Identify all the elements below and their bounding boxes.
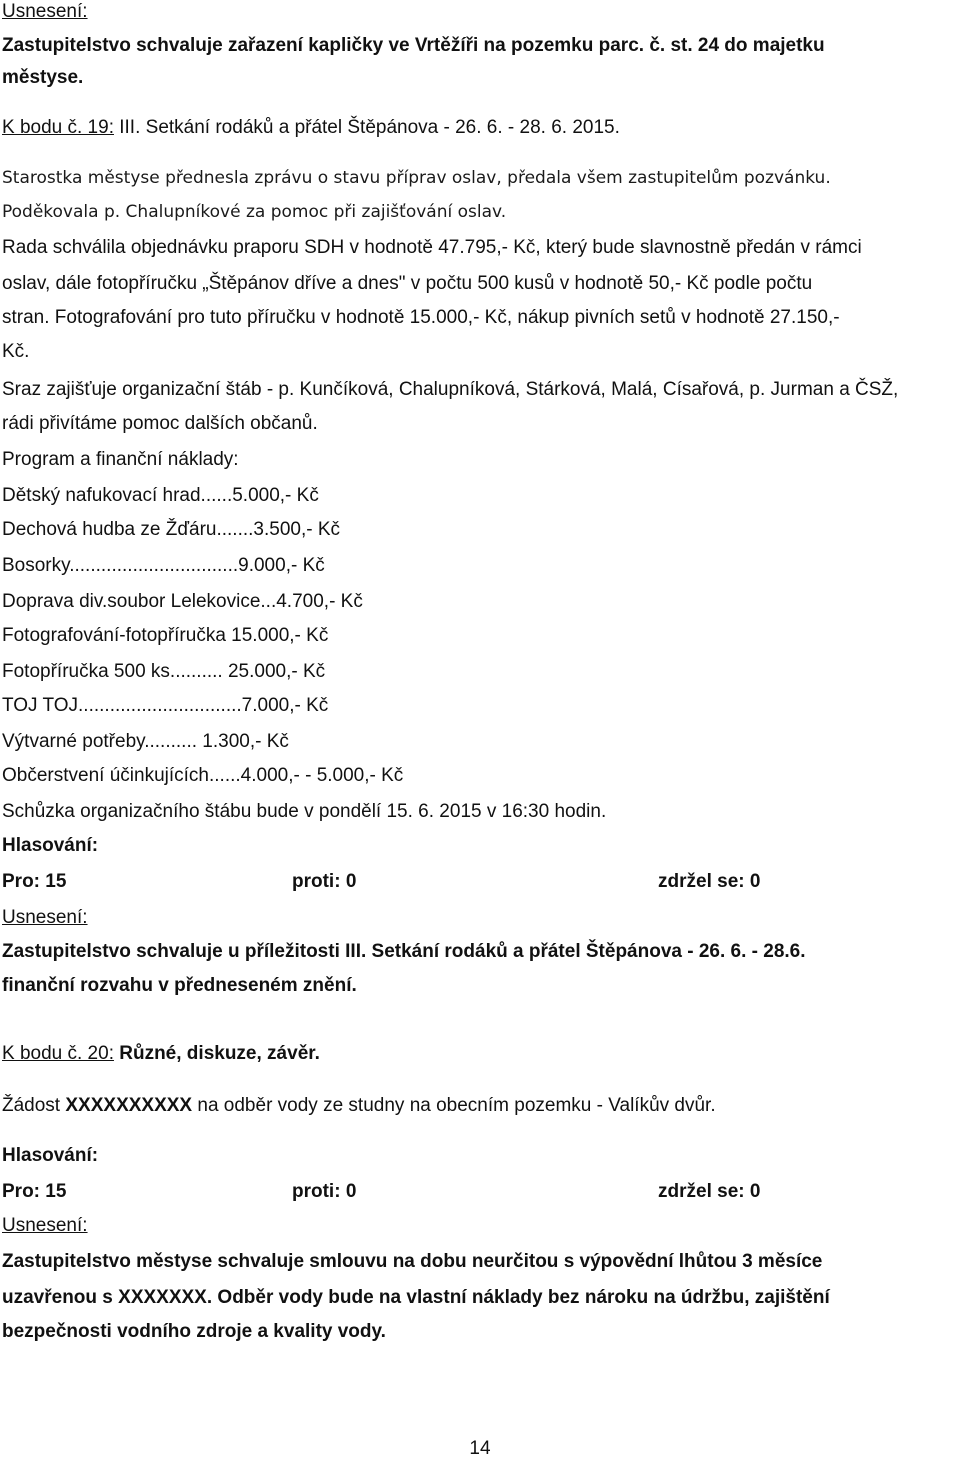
item19-prefix: K bodu č. 19:: [2, 117, 114, 138]
vote-row: [2, 1180, 942, 1204]
cost-item: Dětský nafukovací hrad......5.000,- Kč: [2, 485, 319, 506]
paragraph-line: rádi přivítáme pomoc dalších občanů.: [2, 413, 318, 434]
cost-item: Doprava div.soubor Lelekovice...4.700,- Kč: [2, 591, 363, 612]
resolution-line: finanční rozvahu v předneseném znění.: [2, 975, 357, 996]
item19-title: III. Setkání rodáků a přátel Štěpánova - 26. 6. - 28. 6. 2015.: [113, 117, 620, 138]
item19-heading: [2, 116, 620, 140]
hlasovani-heading: Hlasování:: [2, 835, 99, 856]
resolution-line: bezpečnosti vodního zdroje a kvality vody.: [2, 1321, 386, 1342]
vote-proti: proti: 0: [292, 871, 357, 892]
vote-pro: Pro: 15: [2, 1181, 67, 1202]
request-line: [2, 1094, 716, 1118]
hlasovani-heading: Hlasování:: [2, 1145, 99, 1166]
vote-zdrzel: zdržel se: 0: [658, 871, 761, 892]
usneseni-heading: Usnesení:: [2, 907, 88, 928]
usneseni-heading: Usnesení:: [2, 1, 88, 22]
paragraph-line: Sraz zajišťuje organizační štáb - p. Kunčíková, Chalupníková, Stárková, Malá, Císařová, p. Jurman a ČSŽ,: [2, 379, 899, 400]
cost-item: Dechová hudba ze Žďáru.......3.500,- Kč: [2, 519, 341, 540]
cost-item: Fotopříručka 500 ks.......... 25.000,- Kč: [2, 661, 326, 682]
program-heading: Program a finanční náklady:: [2, 449, 239, 470]
cost-item: Občerstvení účinkujících......4.000,- - 5.000,- Kč: [2, 765, 404, 786]
paragraph-line: Rada schválila objednávku praporu SDH v hodnotě 47.795,- Kč, který bude slavnostně předán v rámci: [2, 237, 862, 258]
item20-heading: [2, 1042, 320, 1066]
vote-proti: proti: 0: [292, 1181, 357, 1202]
resolution-line: Zastupitelstvo městyse schvaluje smlouvu na dobu neurčitou s výpovědní lhůtou 3 měsíce: [2, 1251, 823, 1272]
resolution-line: uzavřenou s XXXXXXX. Odběr vody bude na vlastní náklady bez nároku na údržbu, zajištění: [2, 1287, 830, 1308]
paragraph-line: Starostka městyse přednesla zprávu o stavu příprav oslav, předala všem zastupitelům pozvánku.: [2, 168, 831, 188]
vote-zdrzel: zdržel se: 0: [658, 1181, 761, 1202]
cost-item: Fotografování-fotopříručka 15.000,- Kč: [2, 625, 329, 646]
paragraph-line: oslav, dále fotopříručku „Štěpánov dříve a dnes" v počtu 500 kusů v hodnotě 50,- Kč podle počtu: [2, 273, 813, 294]
vote-row: [2, 870, 942, 894]
resolution-line: městyse.: [2, 67, 84, 88]
request-rest: na odběr vody ze studny na obecním pozemku - Valíkův dvůr.: [192, 1095, 716, 1116]
paragraph-line: stran. Fotografování pro tuto příručku v hodnotě 15.000,- Kč, nákup pivních setů v hodnotě 27.150,-: [2, 307, 840, 328]
usneseni-heading: Usnesení:: [2, 1215, 88, 1236]
cost-item: TOJ TOJ...............................7.000,- Kč: [2, 695, 329, 716]
request-name: XXXXXXXXXX: [65, 1095, 193, 1116]
request-prefix: Žádost: [2, 1095, 66, 1116]
paragraph-line: Poděkovala p. Chalupníkové za pomoc při zajišťování oslav.: [2, 202, 507, 222]
meeting-note: Schůzka organizačního štábu bude v pondělí 15. 6. 2015 v 16:30 hodin.: [2, 801, 607, 822]
cost-item: Výtvarné potřeby.......... 1.300,- Kč: [2, 731, 289, 752]
cost-item: Bosorky................................9.000,- Kč: [2, 555, 325, 576]
item20-prefix: K bodu č. 20:: [2, 1043, 114, 1064]
paragraph-line: Kč.: [2, 341, 30, 362]
resolution-line: Zastupitelstvo schvaluje zařazení kapličky ve Vrtěžíři na pozemku parc. č. st. 24 do majetku: [2, 35, 825, 56]
resolution-line: Zastupitelstvo schvaluje u příležitosti III. Setkání rodáků a přátel Štěpánova - 26. 6. - 28.6.: [2, 941, 806, 962]
item20-title: Různé, diskuze, závěr.: [113, 1043, 320, 1064]
page-number: 14: [469, 1438, 491, 1459]
vote-pro: Pro: 15: [2, 871, 67, 892]
